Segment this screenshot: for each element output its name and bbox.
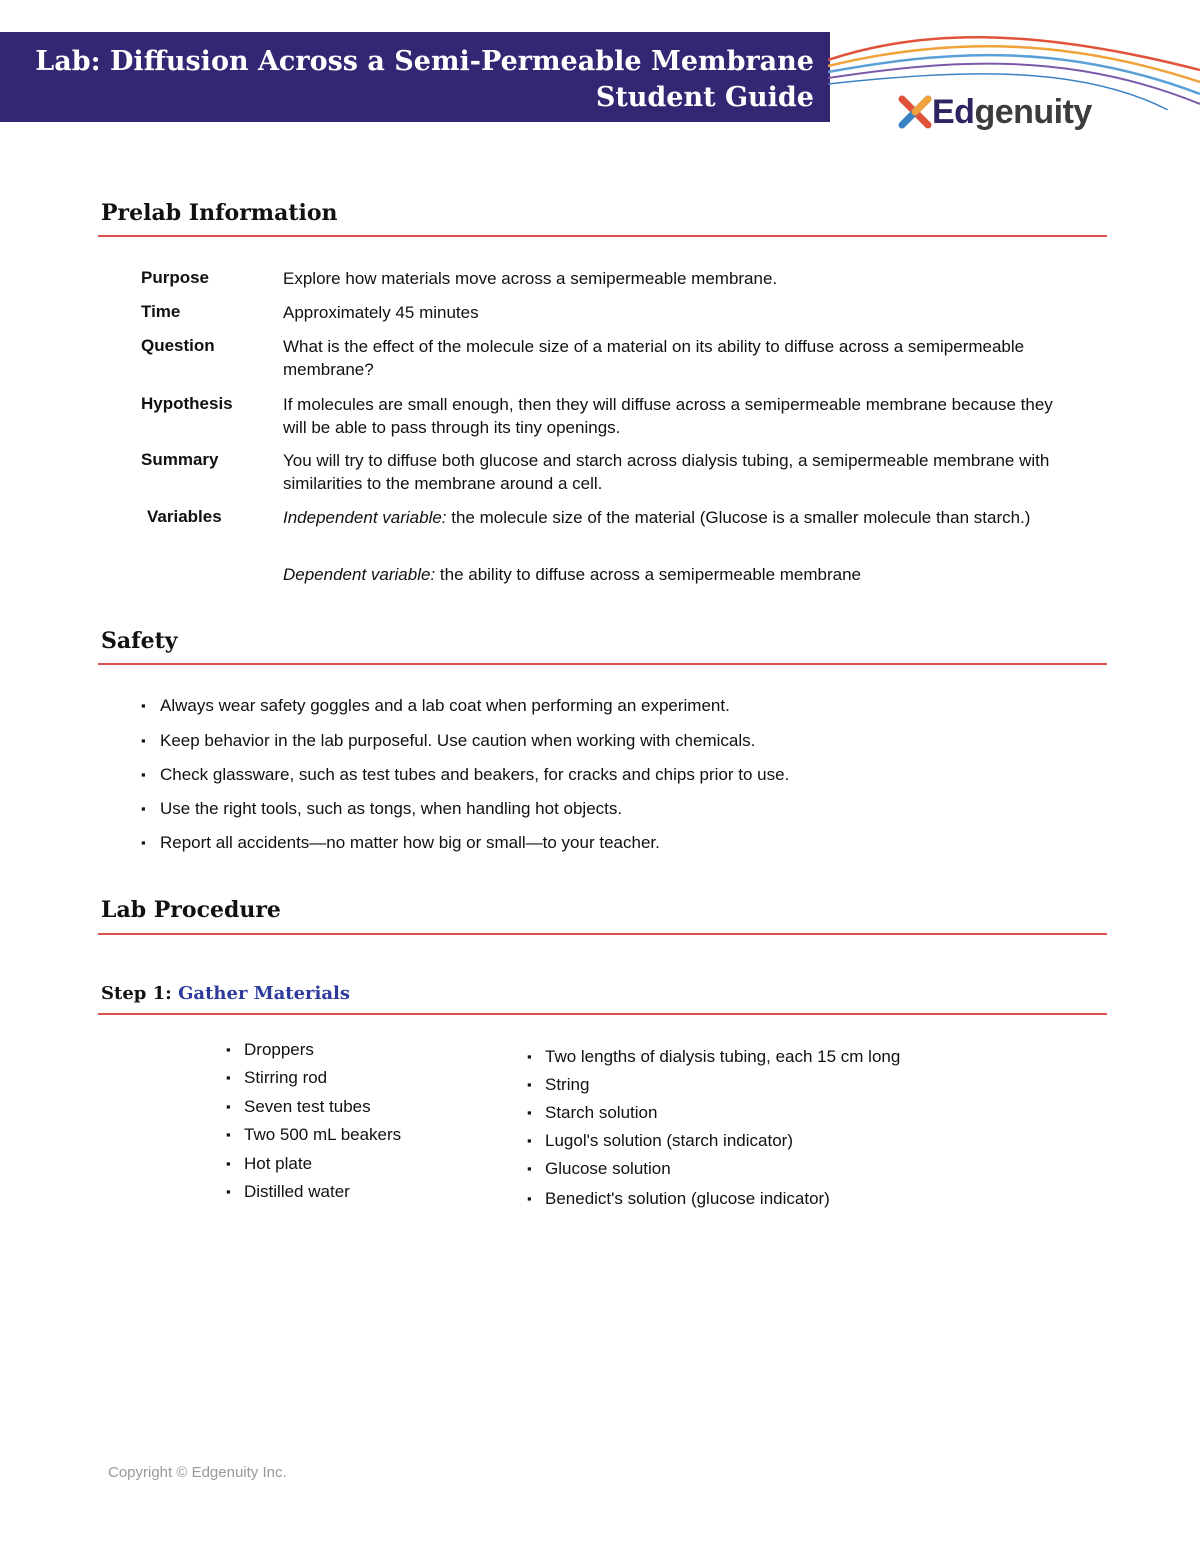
material-item: ▪ Glucose solution: [527, 1158, 671, 1180]
time-value: Approximately 45 minutes: [283, 303, 479, 322]
material-item: ▪ Distilled water: [226, 1181, 350, 1203]
safety-heading: Safety: [101, 628, 178, 654]
procedure-heading: Lab Procedure: [101, 897, 281, 923]
question-value: What is the effect of the molecule size of a material on its ability to diffuse across a semipermeable membrane?: [283, 337, 1025, 379]
title-line-2: Student Guide: [595, 82, 814, 113]
procedure-divider: [98, 933, 1107, 935]
material-item: ▪ Benedict's solution (glucose indicator): [527, 1188, 830, 1210]
material-item: ▪ Two lengths of dialysis tubing, each 15 cm long: [527, 1046, 900, 1068]
material-item: ▪ Droppers: [226, 1039, 314, 1061]
dependent-variable: [283, 563, 1073, 586]
question-label: Question: [141, 336, 215, 355]
step-1-heading: [101, 983, 350, 1004]
material-item: ▪ Lugol's solution (starch indicator): [527, 1130, 793, 1152]
material-item: ▪ Stirring rod: [226, 1067, 327, 1089]
safety-item: ▪ Check glassware, such as test tubes and beakers, for cracks and chips prior to use.: [141, 764, 789, 786]
material-item: ▪ Starch solution: [527, 1102, 657, 1124]
edgenuity-logo: [898, 88, 1092, 136]
purpose-value: Explore how materials move across a semipermeable membrane.: [283, 269, 778, 288]
safety-item: ▪ Always wear safety goggles and a lab coat when performing an experiment.: [141, 695, 730, 717]
material-item: ▪ Two 500 mL beakers: [226, 1124, 401, 1146]
hypothesis-label: Hypothesis: [141, 394, 233, 413]
hypothesis-value: If molecules are small enough, then they will diffuse across a semipermeable membrane because they will be able to pass through its tiny openings.: [283, 395, 1053, 437]
time-label: Time: [141, 302, 181, 321]
dependent-variable-label: Dependent variable:: [283, 565, 436, 584]
summary-value: You will try to diffuse both glucose and starch across dialysis tubing, a semipermeable membrane with similarities to the membrane around a cell.: [283, 451, 1050, 493]
edgenuity-x-icon: [898, 95, 932, 129]
prelab-divider: [98, 235, 1107, 237]
independent-variable-value: the molecule size of the material (Glucose is a smaller molecule than starch.): [446, 508, 1031, 527]
summary-label: Summary: [141, 450, 219, 469]
safety-item: ▪ Keep behavior in the lab purposeful. Use caution when working with chemicals.: [141, 730, 755, 752]
step-1-divider: [98, 1013, 1107, 1015]
material-item: ▪ Seven test tubes: [226, 1096, 371, 1118]
material-item: ▪ String: [527, 1074, 589, 1096]
step-1-title: Gather Materials: [178, 983, 351, 1004]
purpose-label: Purpose: [141, 268, 210, 287]
step-1-prefix: Step 1:: [101, 983, 179, 1004]
title-line-1: Lab: Diffusion Across a Semi-Permeable Membrane: [35, 46, 814, 77]
prelab-heading: Prelab Information: [101, 200, 338, 226]
independent-variable: [283, 506, 1073, 529]
header-banner: [0, 32, 830, 122]
variables-label: Variables: [147, 507, 222, 526]
logo-wordmark: Edgenuity: [932, 92, 1092, 131]
dependent-variable-value: the ability to diffuse across a semipermeable membrane: [435, 565, 862, 584]
safety-divider: [98, 663, 1107, 665]
copyright-footer: Copyright © Edgenuity Inc.: [108, 1464, 287, 1481]
safety-item: ▪ Report all accidents—no matter how big or small—to your teacher.: [141, 832, 660, 854]
document-title: [35, 44, 814, 116]
material-item: ▪ Hot plate: [226, 1153, 312, 1175]
independent-variable-label: Independent variable:: [283, 508, 447, 527]
safety-item: ▪ Use the right tools, such as tongs, when handling hot objects.: [141, 798, 622, 820]
